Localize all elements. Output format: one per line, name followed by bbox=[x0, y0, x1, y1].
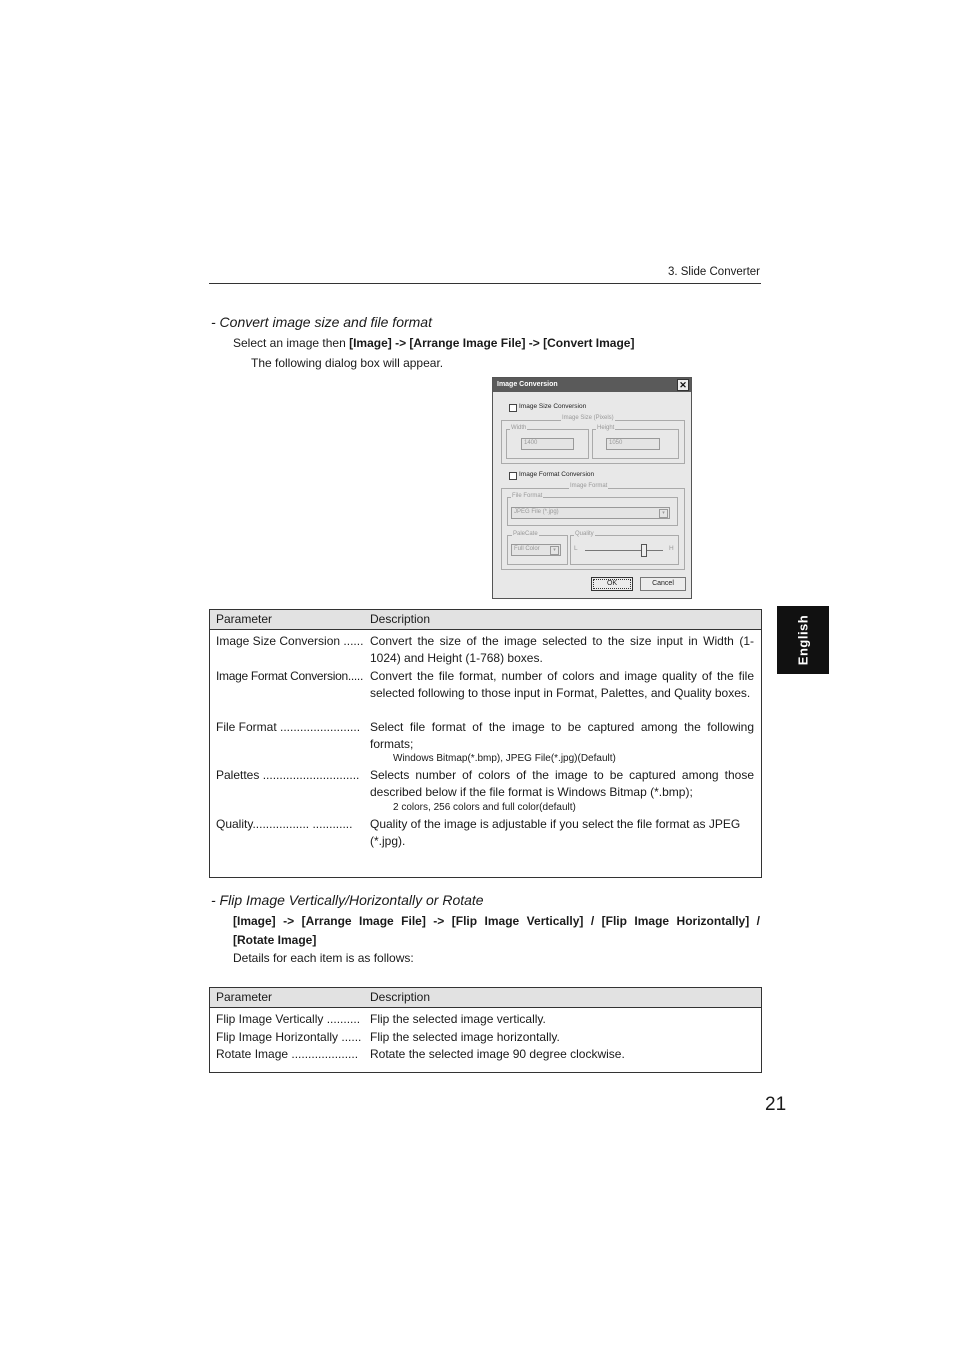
palettes-select[interactable] bbox=[511, 544, 561, 556]
file-format-label: File Format bbox=[512, 493, 543, 499]
row-label-quality: Quality................. ............ bbox=[216, 817, 353, 831]
palettes-label: PaleCate bbox=[513, 531, 538, 537]
parameter-table-convert bbox=[209, 609, 762, 878]
height-input[interactable]: 1050 bbox=[606, 438, 660, 450]
dialog-note: The following dialog box will appear. bbox=[251, 356, 444, 370]
parameter-table-flip bbox=[209, 987, 762, 1073]
file-format-value: JPEG File (*.jpg) bbox=[514, 509, 559, 515]
row-desc-image-size: Convert the size of the image selected to the size input in Width (1-1024) and Height (1-768) boxes. bbox=[370, 634, 754, 665]
row-label-rotate: Rotate Image .................... bbox=[216, 1047, 359, 1061]
width-input[interactable]: 1400 bbox=[521, 438, 574, 450]
language-tab bbox=[777, 606, 829, 674]
quality-high-label: H bbox=[669, 545, 674, 552]
chapter-header: 3. Slide Converter bbox=[667, 266, 760, 278]
image-size-group-label: Image Size (Pixels) bbox=[562, 415, 614, 421]
palettes-value: Full Color bbox=[514, 546, 540, 552]
width-label: Width bbox=[511, 425, 527, 431]
row-desc-flip-vertical: Flip the selected image vertically. bbox=[370, 1012, 546, 1026]
header-description: Description bbox=[370, 612, 431, 626]
row-label-flip-horizontal: Flip Image Horizontally ...... bbox=[216, 1030, 362, 1044]
header-parameter: Parameter bbox=[216, 990, 273, 1004]
row-desc-image-format: Convert the file format, number of colors and image quality of the file selected following to those input in Format, Palettes, and Quality boxes. bbox=[370, 669, 754, 700]
image-format-checkbox-label: Image Format Conversion bbox=[519, 471, 595, 478]
palettes-note: 2 colors, 256 colors and full color(default) bbox=[393, 802, 576, 813]
header-description: Description bbox=[370, 990, 431, 1004]
row-desc-quality: Quality of the image is adjustable if you select the file format as JPEG (*.jpg). bbox=[370, 817, 741, 848]
flip-menu-path-line2: [Rotate Image] bbox=[233, 933, 317, 947]
image-format-checkbox[interactable] bbox=[509, 472, 517, 480]
instruction-prefix: Select an image then bbox=[233, 336, 350, 350]
row-label-file-format: File Format ........................ bbox=[216, 720, 361, 734]
image-size-checkbox-label: Image Size Conversion bbox=[519, 403, 587, 410]
dialog-titlebar bbox=[493, 378, 691, 392]
cancel-button[interactable]: Cancel bbox=[640, 577, 686, 591]
header-rule bbox=[209, 283, 761, 284]
header-parameter: Parameter bbox=[216, 612, 273, 626]
ok-button[interactable]: OK bbox=[591, 577, 633, 591]
table-header bbox=[210, 610, 761, 630]
quality-slider-thumb[interactable] bbox=[641, 544, 647, 557]
menu-path: [Image] -> [Arrange Image File] -> [Convert Image] bbox=[349, 336, 635, 350]
section-title-convert: - Convert image size and file format bbox=[211, 314, 432, 330]
row-desc-file-format: Select file format of the image to be captured among the following formats; bbox=[370, 720, 754, 751]
file-format-note: Windows Bitmap(*.bmp), JPEG File(*.jpg)(Default) bbox=[393, 753, 616, 764]
table-header bbox=[210, 988, 761, 1008]
row-desc-rotate: Rotate the selected image 90 degree clockwise. bbox=[370, 1047, 625, 1061]
image-conversion-dialog bbox=[492, 377, 692, 599]
row-desc-palettes: Selects number of colors of the image to be captured among those described below if the file format is Windows Bitmap (*.bmp); bbox=[370, 768, 754, 799]
quality-slider-track[interactable] bbox=[585, 550, 663, 551]
file-format-select[interactable] bbox=[511, 507, 670, 519]
language-tab-label: English bbox=[795, 614, 811, 666]
row-label-image-format: Image Format Conversion..... bbox=[216, 669, 363, 683]
row-label-image-size: Image Size Conversion ...... bbox=[216, 634, 364, 648]
image-size-checkbox[interactable] bbox=[509, 404, 517, 412]
chevron-down-icon: ▾ bbox=[550, 546, 559, 555]
flip-menu-path-line1: [Image] -> [Arrange Image File] -> [Flip Image Vertically] / [Flip Image Horizontally] / bbox=[233, 914, 760, 928]
close-icon[interactable]: ✕ bbox=[677, 379, 689, 391]
dialog-title: Image Conversion bbox=[497, 381, 558, 388]
section-title-flip: - Flip Image Vertically/Horizontally or Rotate bbox=[211, 892, 484, 908]
convert-instruction bbox=[233, 336, 634, 350]
row-label-palettes: Palettes ............................. bbox=[216, 768, 360, 782]
chevron-down-icon: ▾ bbox=[659, 509, 668, 518]
height-label: Height bbox=[597, 425, 615, 431]
row-label-flip-vertical: Flip Image Vertically .......... bbox=[216, 1012, 361, 1026]
flip-details-note: Details for each item is as follows: bbox=[233, 951, 414, 965]
image-format-group-label: Image Format bbox=[570, 483, 608, 489]
row-desc-flip-horizontal: Flip the selected image horizontally. bbox=[370, 1030, 560, 1044]
quality-label: Quality bbox=[575, 531, 594, 537]
page-number: 21 bbox=[765, 1094, 787, 1115]
quality-low-label: L bbox=[574, 545, 578, 552]
